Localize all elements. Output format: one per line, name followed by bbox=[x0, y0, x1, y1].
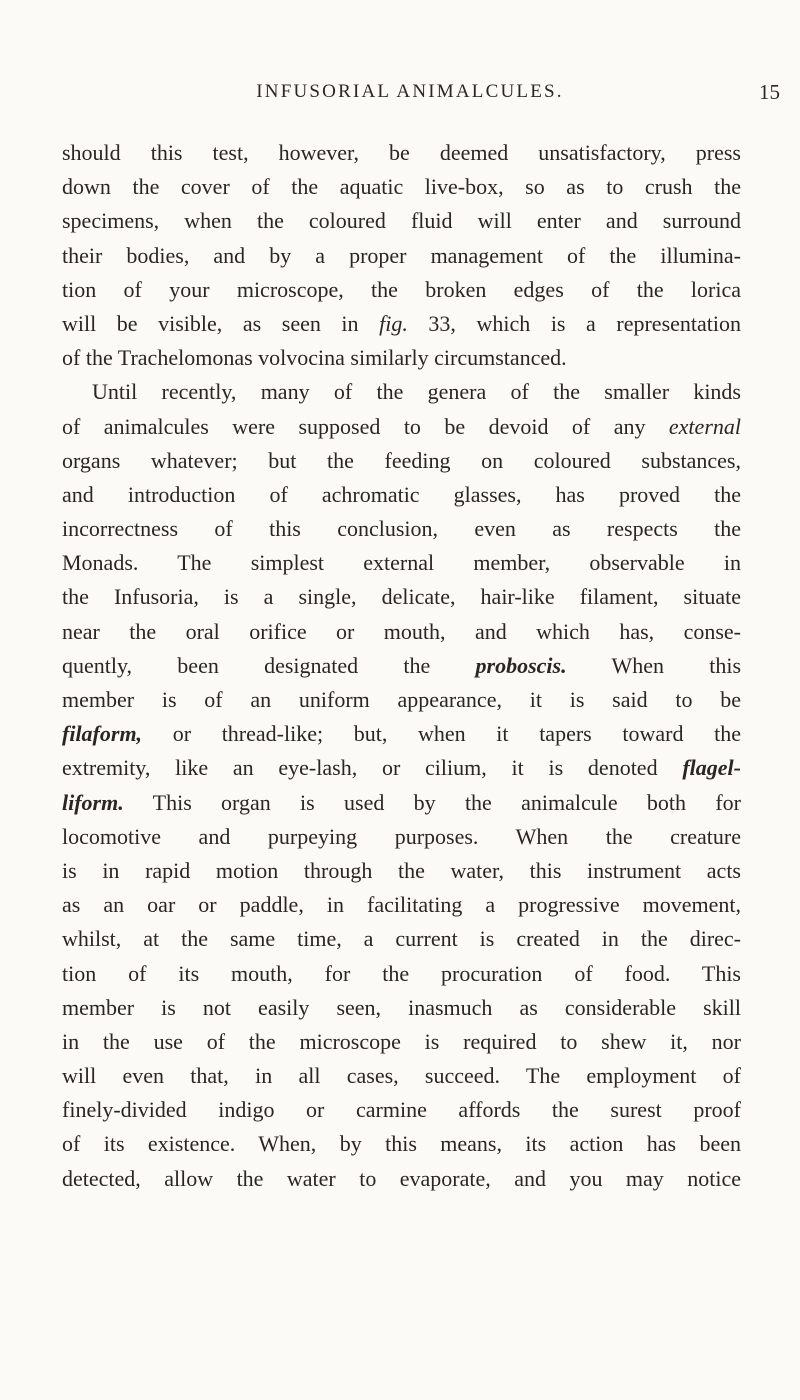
text-line bbox=[62, 239, 741, 273]
text-segment: the Infusoria, is a single, delicate, hair-like filament, situate bbox=[62, 584, 741, 610]
text-segment: tion of your microscope, the broken edges of the lorica bbox=[62, 276, 741, 302]
text-segment: specimens, when the coloured fluid will enter and surround bbox=[62, 208, 741, 234]
emphasized-term: flagel- bbox=[682, 755, 741, 781]
text-line bbox=[62, 444, 741, 478]
text-segment: locomotive and purpeying purposes. When the creature bbox=[62, 823, 741, 849]
text-line bbox=[62, 1093, 741, 1127]
text-line bbox=[62, 410, 741, 444]
text-segment: member is not easily seen, inasmuch as considerable skill bbox=[62, 994, 741, 1020]
text-segment: of its existence. When, by this means, its action has been bbox=[62, 1131, 741, 1157]
text-line bbox=[62, 820, 741, 854]
text-line bbox=[62, 1127, 741, 1161]
text-segment: or thread-like; but, when it tapers toward the bbox=[142, 721, 741, 747]
italic-text: fig. bbox=[379, 310, 408, 336]
text-line bbox=[62, 649, 741, 683]
page-number: 15 bbox=[759, 80, 780, 104]
text-line bbox=[62, 1162, 741, 1196]
text-line bbox=[62, 786, 741, 820]
text-segment: down the cover of the aquatic live-box, so as to crush the bbox=[62, 174, 741, 200]
body-text bbox=[62, 136, 741, 1196]
text-line bbox=[62, 136, 741, 170]
text-segment: organs whatever; but the feeding on coloured substances, bbox=[62, 447, 741, 473]
text-line bbox=[62, 922, 741, 956]
text-line bbox=[62, 273, 741, 307]
text-segment: 33, which is a representation bbox=[407, 310, 742, 336]
text-segment: quently, been designated the bbox=[62, 652, 476, 678]
text-line bbox=[62, 478, 741, 512]
text-segment: as an oar or paddle, in facilitating a progressive movement, bbox=[62, 892, 741, 918]
text-line bbox=[62, 170, 741, 204]
text-segment: will even that, in all cases, succeed. The employment of bbox=[62, 1063, 741, 1089]
emphasized-term: proboscis. bbox=[475, 652, 567, 678]
text-segment: extremity, like an eye-lash, or cilium, it is denoted bbox=[62, 755, 683, 781]
text-line bbox=[62, 375, 741, 409]
text-segment: member is of an uniform appearance, it is said to be bbox=[62, 687, 741, 712]
text-segment: When this bbox=[566, 652, 742, 678]
text-segment: of the Trachelomonas volvocina similarly circumstanced. bbox=[62, 345, 567, 371]
text-line bbox=[62, 512, 741, 546]
running-head bbox=[40, 77, 780, 107]
text-segment: whilst, at the same time, a current is created in the direc- bbox=[62, 926, 741, 952]
text-line bbox=[62, 204, 741, 238]
text-line bbox=[62, 991, 741, 1025]
emphasized-term: liform. bbox=[62, 789, 124, 815]
text-segment: should this test, however, be deemed unsatisfactory, press bbox=[62, 140, 741, 165]
running-title: INFUSORIAL ANIMALCULES. bbox=[256, 81, 564, 102]
text-segment: tion of its mouth, for the procuration of food. This bbox=[62, 960, 741, 986]
text-line bbox=[62, 888, 741, 922]
text-line bbox=[62, 717, 741, 751]
text-segment: is in rapid motion through the water, this instrument acts bbox=[62, 857, 741, 883]
text-segment: Monads. The simplest external member, observable in bbox=[62, 550, 741, 576]
text-segment: their bodies, and by a proper management of the illumina- bbox=[62, 242, 741, 268]
text-line bbox=[62, 1059, 741, 1093]
text-line bbox=[62, 307, 741, 341]
text-segment: and introduction of achromatic glasses, has proved the bbox=[62, 481, 741, 507]
text-segment: of animalcules were supposed to be devoid of any bbox=[62, 413, 669, 439]
text-segment: in the use of the microscope is required to shew it, nor bbox=[62, 1028, 741, 1054]
text-line bbox=[62, 1025, 741, 1059]
text-line bbox=[62, 683, 741, 717]
text-line bbox=[62, 854, 741, 888]
text-segment: This organ is used by the animalcule both for bbox=[123, 789, 741, 815]
text-line bbox=[62, 546, 741, 580]
text-line bbox=[62, 580, 741, 614]
text-line bbox=[62, 751, 741, 785]
text-segment: incorrectness of this conclusion, even as respects the bbox=[62, 516, 741, 542]
text-line bbox=[62, 957, 741, 991]
text-segment: finely-divided indigo or carmine affords the surest proof bbox=[62, 1097, 741, 1123]
text-segment: near the oral orifice or mouth, and which has, conse- bbox=[62, 618, 741, 644]
text-line bbox=[62, 615, 741, 649]
text-segment: detected, allow the water to evaporate, and you may notice bbox=[62, 1165, 741, 1191]
text-segment: Until recently, many of the genera of the smaller kinds bbox=[92, 379, 741, 405]
text-segment: will be visible, as seen in bbox=[62, 310, 380, 336]
text-line bbox=[62, 341, 741, 375]
emphasized-term: filaform, bbox=[62, 721, 143, 747]
italic-text: external bbox=[668, 413, 741, 439]
